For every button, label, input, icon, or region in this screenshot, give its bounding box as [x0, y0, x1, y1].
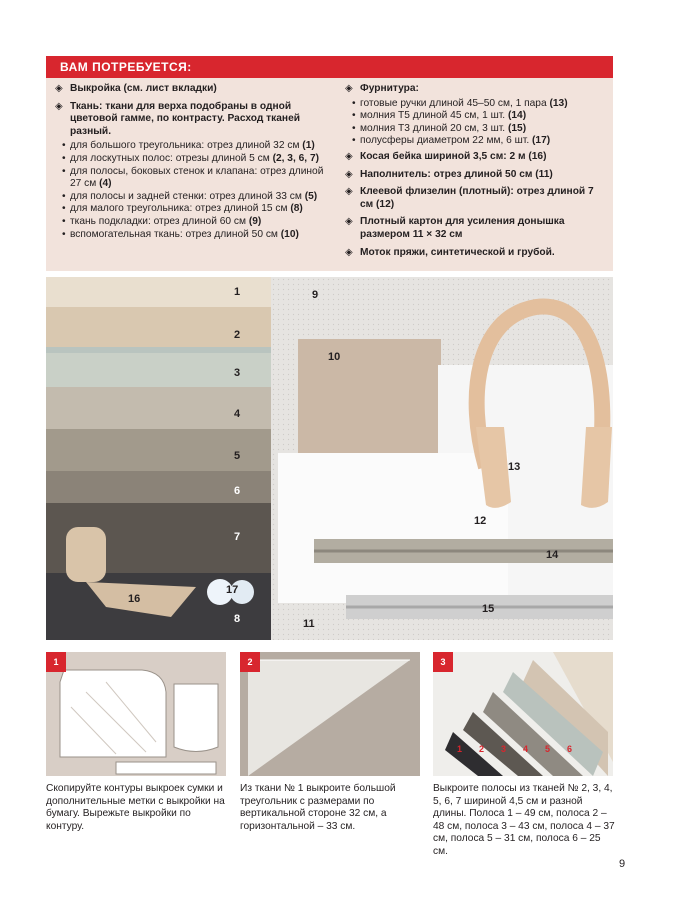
- bullet-icon: •: [352, 97, 356, 109]
- bullet-icon: •: [62, 215, 66, 227]
- bullet-icon: •: [352, 135, 356, 147]
- photo-label-9: 9: [312, 289, 319, 301]
- strip-label-4: 4: [523, 744, 529, 754]
- bullet-icon: •: [352, 122, 356, 134]
- requirement-item: [344, 247, 606, 260]
- requirement-subitem: [344, 123, 606, 136]
- photo-label-17: 17: [226, 584, 239, 596]
- pattern-pieces-illustration: [46, 652, 226, 776]
- subitem-number: (1): [302, 140, 315, 152]
- requirement-subitem: [344, 135, 606, 148]
- requirements-title: ВАМ ПОТРЕБУЕТСЯ:: [60, 60, 192, 74]
- materials-illustration: [46, 277, 613, 640]
- strip-label-2: 2: [479, 744, 485, 754]
- bullet-icon: •: [62, 228, 66, 240]
- requirement-item-text: Плотный картон для усиления донышка размером 11 × 32 см: [360, 216, 565, 240]
- requirement-item-text: Выкройка (см. лист вкладки): [70, 83, 217, 94]
- step-2-image: [240, 652, 420, 776]
- subitem-text: молния Т5 длиной 45 см, 1 шт.: [360, 110, 506, 122]
- requirement-item-text: Фурнитура:: [360, 83, 419, 94]
- triangle-cut-illustration: [240, 652, 420, 776]
- step-1-caption: Скопируйте контуры выкроек сумки и дополнительные метки с выкройки на бумагу. Вырежьте выкройки по контуру.: [46, 783, 225, 832]
- subitem-text: ткань подкладки: отрез длиной 60 см: [70, 215, 246, 227]
- strips-illustration: [433, 652, 613, 776]
- step-3-caption: Выкроите полосы из тканей № 2, 3, 4, 5, 6, 7 шириной 4,5 см и разной длины. Полоса 1 – 49 см, полоса 2 – 48 см, полоса 3 – 43 см, полоса 4 – 37 см, полоса 5 – 31 см, полоса 6 – 25 см.: [433, 783, 615, 857]
- subitem-text: вспомогательная ткань: отрез длиной 50 см: [70, 228, 278, 240]
- photo-label-13: 13: [508, 461, 521, 473]
- subitem-number: (5): [304, 190, 318, 202]
- subitem-number: (10): [280, 228, 299, 240]
- bullet-icon: •: [62, 152, 66, 164]
- step-2-caption: Из ткани № 1 выкроите большой треугольник с размерами по вертикальной стороне 32 см, а горизонтальной – 33 см.: [240, 783, 396, 832]
- requirement-subitem: [54, 153, 324, 166]
- strip-label-1: 1: [457, 744, 463, 754]
- strip-label-5: 5: [545, 744, 551, 754]
- subitem-text: для полосы, боковых стенок и клапана: отрез длиной 27 см: [70, 165, 324, 190]
- subitem-number: (13): [549, 97, 568, 109]
- subitem-text: молния Т3 длиной 20 см, 3 шт.: [360, 122, 506, 134]
- requirement-subitem: [54, 203, 324, 216]
- photo-label-7: 7: [234, 531, 241, 543]
- step-2-badge: 2: [240, 652, 260, 672]
- requirement-subitem: [54, 191, 324, 204]
- requirement-item: [344, 169, 606, 182]
- diamond-bullet-icon: ◈: [345, 216, 353, 228]
- requirement-item: [344, 216, 606, 241]
- requirement-subitem: [344, 110, 606, 123]
- subitem-number: (9): [248, 215, 262, 227]
- diamond-bullet-icon: ◈: [345, 150, 353, 162]
- requirement-item-text: Клеевой флизелин (плотный): отрез длиной 7 см (12): [360, 186, 594, 210]
- photo-label-11: 11: [303, 618, 315, 630]
- requirement-item: [344, 83, 606, 96]
- requirements-panel: [46, 56, 613, 271]
- step-1-badge: 1: [46, 652, 66, 672]
- requirement-item: [344, 151, 606, 164]
- photo-label-8: 8: [234, 613, 241, 625]
- requirement-item-text: Моток пряжи, синтетической и грубой.: [360, 246, 555, 258]
- strip-label-6: 6: [567, 744, 573, 754]
- photo-label-2: 2: [234, 329, 241, 341]
- materials-photo: [46, 277, 613, 640]
- requirement-subitem: [54, 166, 324, 191]
- subitem-text: полусферы диаметром 22 мм, 6 шт.: [360, 135, 530, 147]
- requirement-subitem: [344, 98, 606, 111]
- photo-label-5: 5: [234, 450, 241, 462]
- bullet-icon: •: [62, 203, 66, 215]
- photo-label-4: 4: [234, 408, 241, 420]
- diamond-bullet-icon: ◈: [345, 186, 353, 198]
- requirements-right-column: [344, 83, 606, 264]
- requirement-subitem: [54, 229, 324, 242]
- diamond-bullet-icon: ◈: [345, 246, 353, 258]
- subitem-text: для малого треугольника: отрез длиной 15 см: [70, 203, 288, 215]
- diamond-bullet-icon: ◈: [345, 83, 353, 94]
- photo-label-1: 1: [234, 286, 241, 298]
- diamond-bullet-icon: ◈: [55, 83, 63, 94]
- bullet-icon: •: [62, 140, 66, 152]
- diamond-bullet-icon: ◈: [345, 168, 353, 180]
- subitem-number: (15): [507, 122, 527, 134]
- requirement-item-text: Косая бейка шириной 3,5 см: 2 м (16): [360, 150, 547, 162]
- requirements-left-column: [54, 83, 324, 244]
- requirement-item: [344, 186, 606, 211]
- subitem-number: (4): [99, 178, 112, 190]
- step-1-image: [46, 652, 226, 776]
- requirement-item-text: Ткань: ткани для верха подобраны в одной цветовой гамме, по контрасту. Расход тканей разный.: [70, 100, 301, 137]
- diamond-bullet-icon: ◈: [55, 100, 63, 112]
- requirement-item: [54, 101, 324, 139]
- subitem-number: (14): [507, 110, 527, 122]
- photo-label-16: 16: [128, 593, 141, 605]
- photo-label-6: 6: [234, 485, 241, 497]
- requirements-header: [46, 56, 613, 78]
- subitem-number: (2, 3, 6, 7): [272, 152, 320, 164]
- bullet-icon: •: [352, 110, 356, 122]
- photo-label-15: 15: [482, 603, 495, 615]
- step-3-image: [433, 652, 613, 776]
- bullet-icon: •: [62, 190, 66, 202]
- step-3-badge: 3: [433, 652, 453, 672]
- requirement-item: [54, 83, 324, 96]
- photo-label-12: 12: [474, 515, 487, 527]
- subitem-number: (17): [532, 135, 551, 147]
- subitem-text: готовые ручки длиной 45–50 см, 1 пара: [360, 97, 547, 109]
- photo-label-10: 10: [328, 351, 341, 363]
- requirement-subitem: [54, 140, 324, 153]
- requirement-item-text: Наполнитель: отрез длиной 50 см (11): [360, 168, 553, 180]
- subitem-number: (8): [290, 203, 303, 215]
- photo-label-3: 3: [234, 367, 241, 379]
- strip-label-3: 3: [501, 744, 507, 754]
- subitem-text: для большого треугольника: отрез длиной 32 см: [70, 140, 300, 152]
- subitem-text: для полосы и задней стенки: отрез длиной 33 см: [70, 190, 302, 202]
- requirement-subitem: [54, 216, 324, 229]
- bullet-icon: •: [62, 165, 66, 177]
- page-number: 9: [619, 858, 626, 870]
- subitem-text: для лоскутных полос: отрезы длиной 5 см: [70, 152, 270, 164]
- photo-label-14: 14: [546, 549, 559, 561]
